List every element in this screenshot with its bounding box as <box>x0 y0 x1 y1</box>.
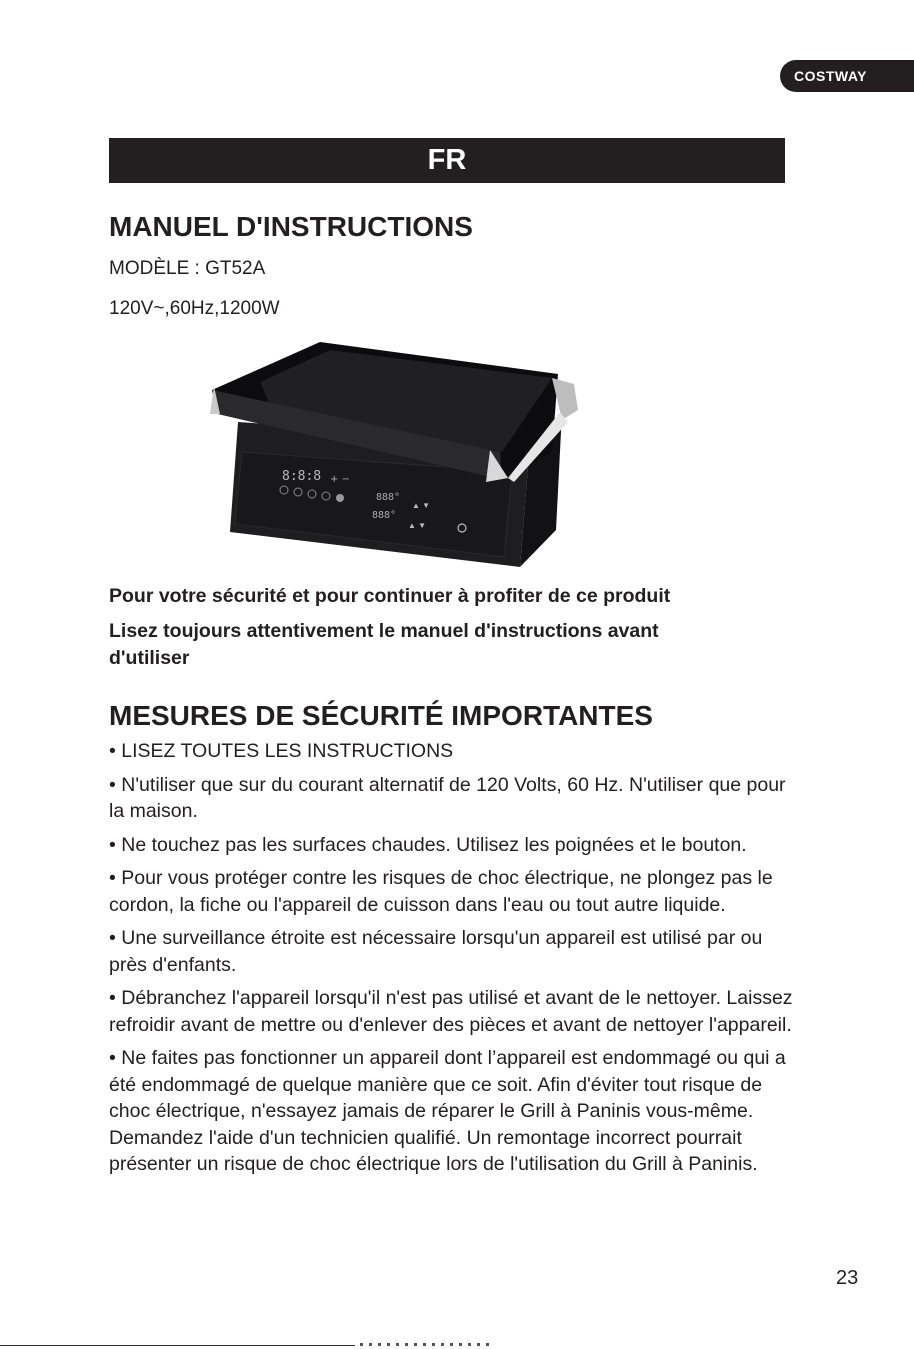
safety-section-title: MESURES DE SÉCURITÉ IMPORTANTES <box>109 700 653 731</box>
display-time: 8:8:8 <box>282 469 322 484</box>
rating-line: 120V~,60Hz,1200W <box>109 298 280 319</box>
safety-item: • LISEZ TOUTES LES INSTRUCTIONS <box>109 740 454 762</box>
panini-grill-image <box>190 302 614 584</box>
safety-list <box>109 738 799 1185</box>
grill-illustration <box>190 302 614 584</box>
safety-enjoy-line: Pour votre sécurité et pour continuer à profiter de ce produit <box>109 585 671 607</box>
svg-text:▲ ▼: ▲ ▼ <box>412 501 431 510</box>
read-manual-line-1: Lisez toujours attentivement le manuel d'instructions avant <box>109 620 659 642</box>
display-temp-top: 888° <box>376 492 401 503</box>
page-number: 23 <box>836 1267 859 1289</box>
manual-title: MANUEL D'INSTRUCTIONS <box>109 211 473 242</box>
brand-name: COSTWAY <box>794 68 867 84</box>
safety-item: • Pour vous protéger contre les risques de choc électrique, ne plongez pas le cordon, la fiche ou l'appareil de cuisson dans l'eau ou tout autre liquide. <box>109 867 773 916</box>
language-code: FR <box>427 144 467 176</box>
display-temp-bottom: 888° <box>372 510 397 521</box>
read-manual-line-2: d'utiliser <box>109 647 190 669</box>
model-line: MODÈLE : GT52A <box>109 258 266 279</box>
brand-logo <box>780 60 914 92</box>
svg-text:+ −: + − <box>330 474 350 485</box>
safety-item: • Débranchez l'appareil lorsqu'il n'est pas utilisé et avant de le nettoyer. Laissez refroidir avant de mettre ou d'enlever des pièces et avant de nettoyer l'appareil. <box>109 987 793 1036</box>
safety-item: • N'utiliser que sur du courant alternatif de 120 Volts, 60 Hz. N'utiliser que pour la maison. <box>109 773 786 822</box>
footer-print-marks <box>360 1343 490 1346</box>
safety-item: • Ne touchez pas les surfaces chaudes. Utilisez les poignées et le bouton. <box>109 833 747 856</box>
safety-item: • Une surveillance étroite est nécessaire lorsqu'un appareil est utilisé par ou près d'enfants. <box>109 927 763 976</box>
footer-rule <box>0 1345 355 1346</box>
safety-item: • Ne faites pas fonctionner un appareil dont l’appareil est endommagé ou qui a été endommagé de quelque manière que ce soit. Afin d'éviter tout risque de choc électrique, n'essayez jamais de réparer le Grill à Paninis vous-même. Demandez l'aide d'un technicien qualifié. Un remontage incorrect pourrait présenter un risque de choc électrique lors de l'utilisation du Grill à Paninis. <box>109 1047 786 1175</box>
svg-text:▲ ▼: ▲ ▼ <box>408 521 427 530</box>
language-bar <box>109 138 785 183</box>
